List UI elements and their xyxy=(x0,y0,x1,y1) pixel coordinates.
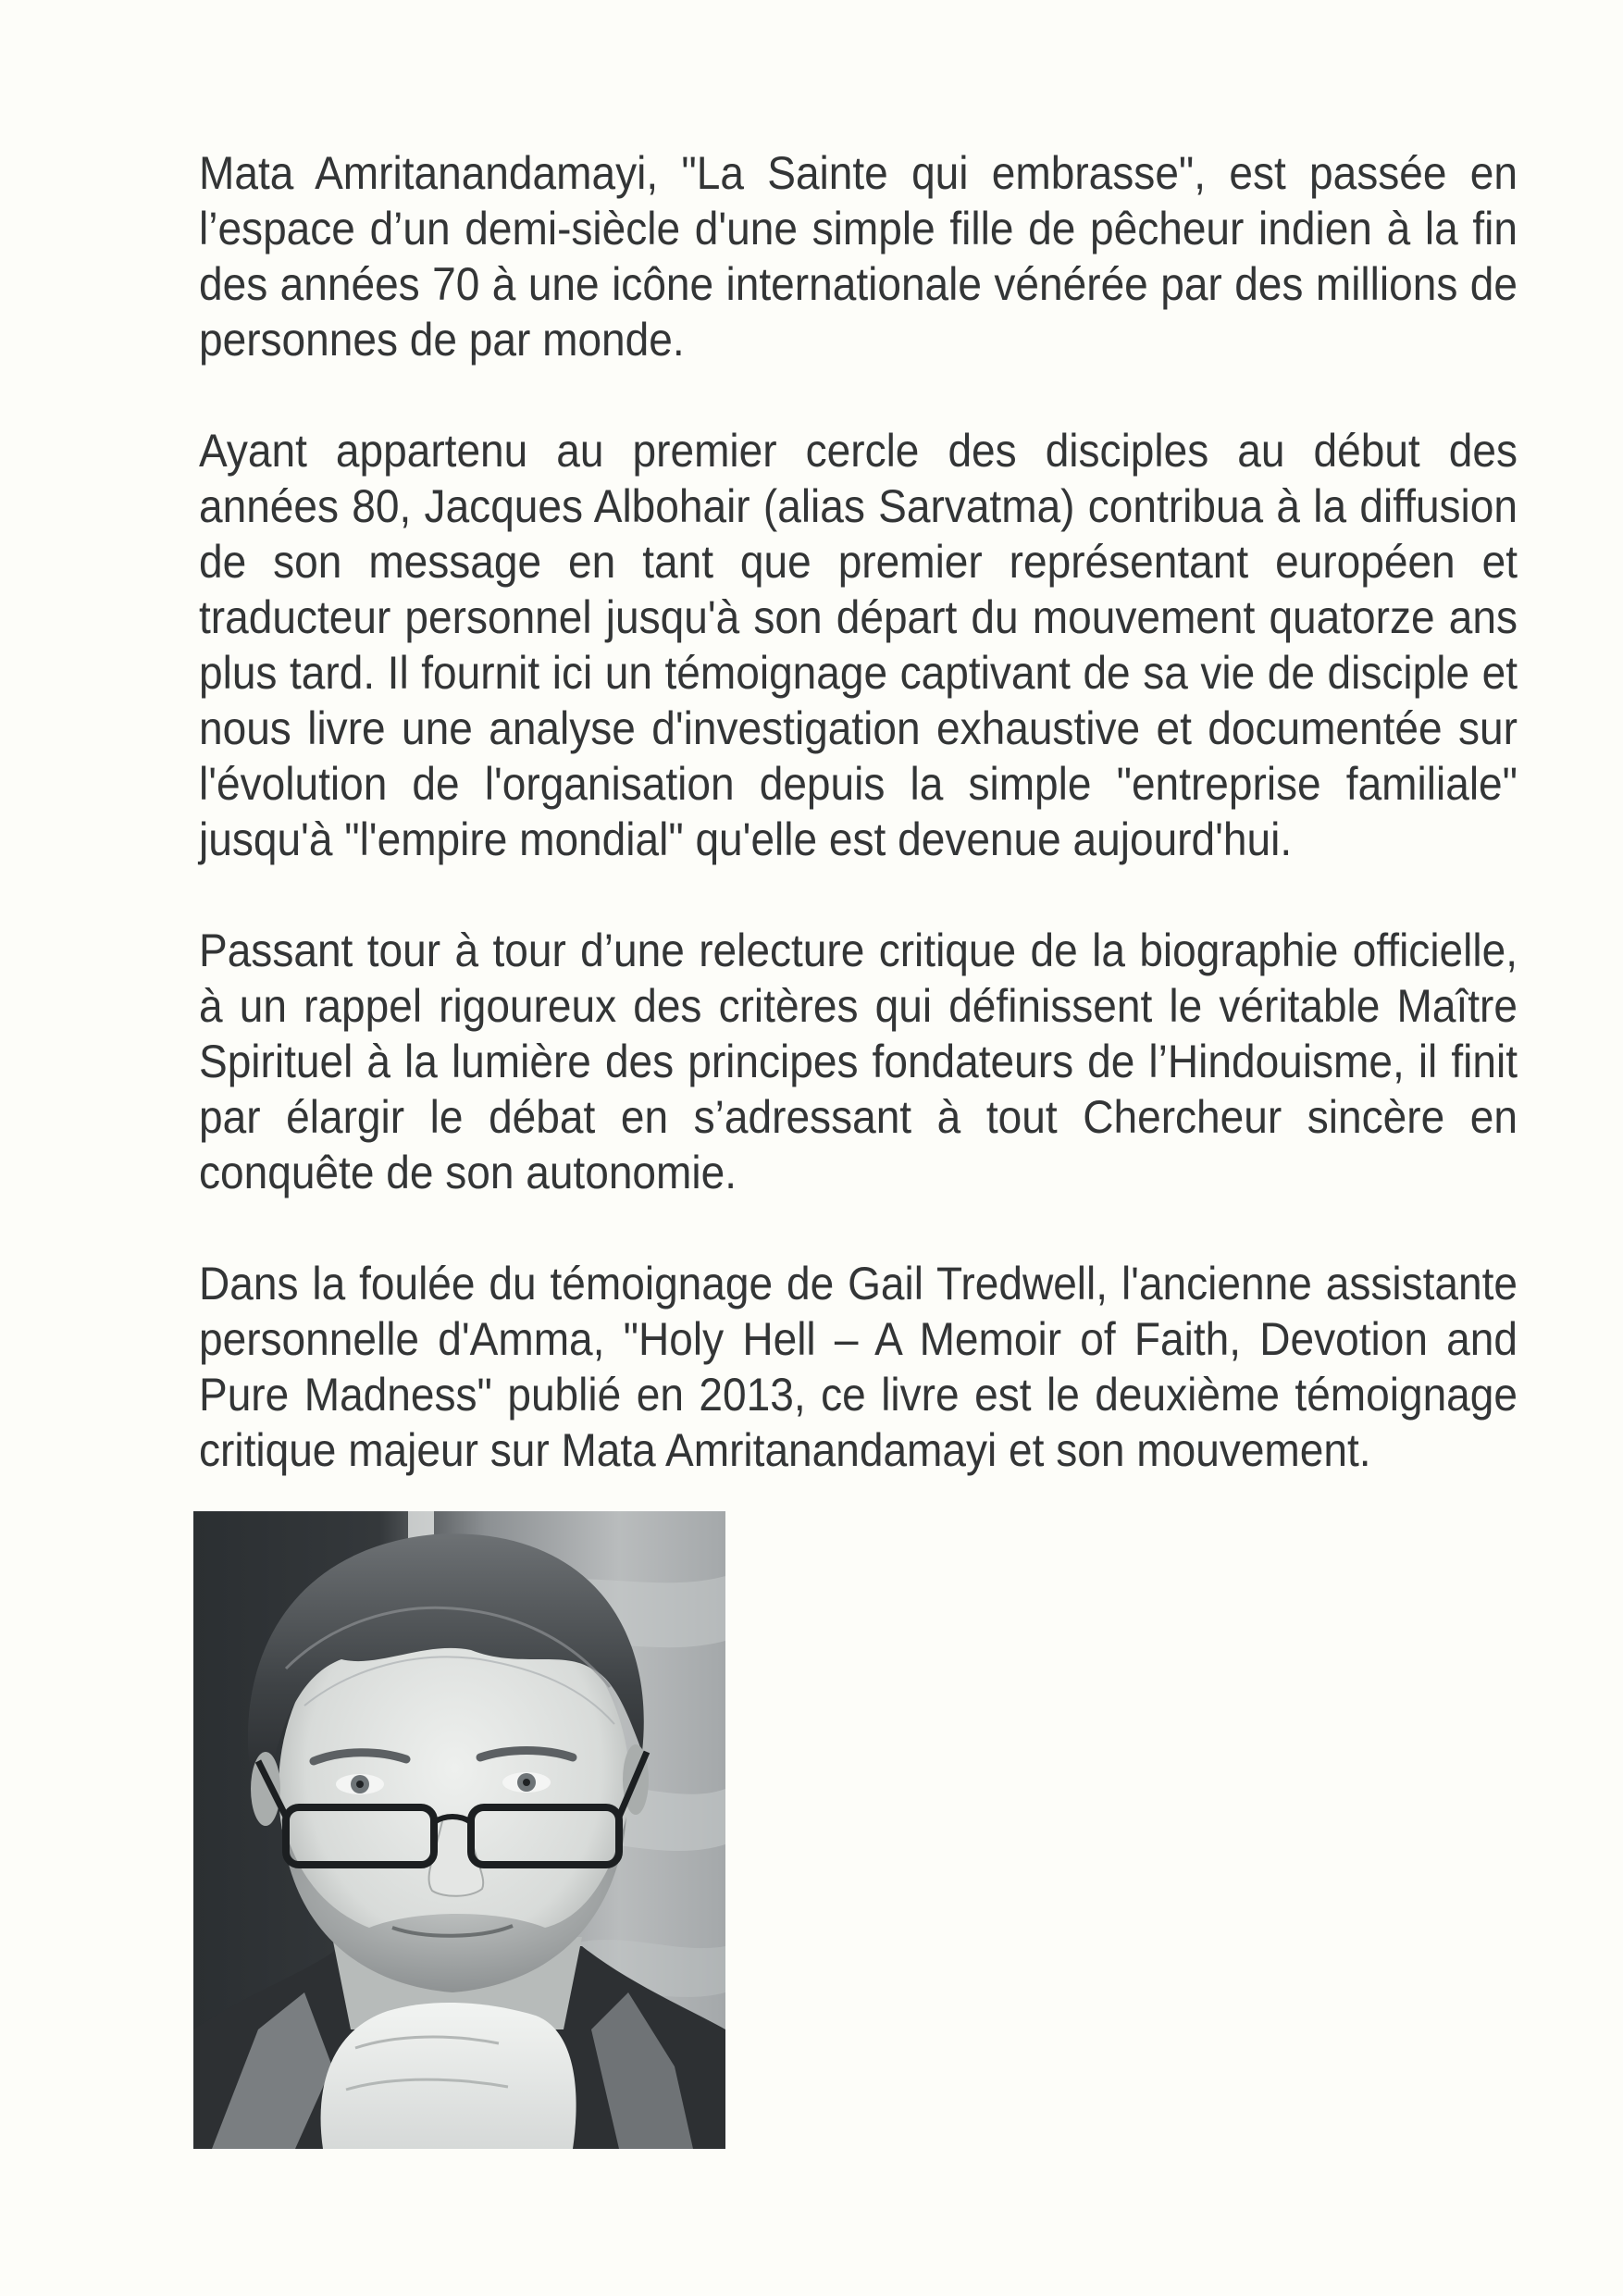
text-line: Ayant appartenu au premier cercle des disciples au début des xyxy=(199,425,1518,477)
text-line: Dans la foulée du témoignage de Gail Tredwell, l'ancienne assistante xyxy=(199,1258,1518,1309)
text-line: personnelle d'Amma, "Holy Hell – A Memoir of Faith, Devotion and xyxy=(199,1313,1518,1365)
back-cover-text xyxy=(199,145,1518,1533)
text-line: personnes de par monde. xyxy=(199,314,685,366)
text-line: Spirituel à la lumière des principes fondateurs de l’Hindouisme, il finit xyxy=(199,1036,1518,1087)
text-line: années 80, Jacques Albohair (alias Sarvatma) contribua à la diffusion xyxy=(199,480,1518,532)
text-line: nous livre une analyse d'investigation exhaustive et documentée sur xyxy=(199,702,1518,754)
paragraph-context xyxy=(199,1256,1518,1478)
author-photo xyxy=(193,1511,725,2149)
text-line: l’espace d’un demi-siècle d'une simple fille de pêcheur indien à la fin xyxy=(199,203,1518,254)
text-line: à un rappel rigoureux des critères qui définissent le véritable Maître xyxy=(199,980,1518,1032)
paragraph-author xyxy=(199,423,1518,867)
text-line: par élargir le débat en s’adressant à tout Chercheur sincère en xyxy=(199,1091,1518,1143)
text-line: critique majeur sur Mata Amritanandamayi et son mouvement. xyxy=(199,1424,1371,1476)
text-line: de son message en tant que premier représentant européen et xyxy=(199,536,1518,588)
paragraph-intro xyxy=(199,145,1518,367)
text-line: traducteur personnel jusqu'à son départ du mouvement quatorze ans xyxy=(199,591,1518,643)
text-line: jusqu'à "l'empire mondial" qu'elle est devenue aujourd'hui. xyxy=(199,813,1293,865)
text-line: Mata Amritanandamayi, "La Sainte qui embrasse", est passée en xyxy=(199,147,1518,199)
text-line: Pure Madness" publié en 2013, ce livre est le deuxième témoignage xyxy=(199,1369,1518,1421)
text-line: l'évolution de l'organisation depuis la simple "entreprise familiale" xyxy=(199,758,1518,810)
paragraph-content xyxy=(199,923,1518,1200)
author-portrait-image xyxy=(193,1511,725,2149)
text-line: plus tard. Il fournit ici un témoignage captivant de sa vie de disciple et xyxy=(199,647,1518,699)
text-line: conquête de son autonomie. xyxy=(199,1147,737,1198)
text-line: des années 70 à une icône internationale vénérée par des millions de xyxy=(199,258,1518,310)
text-line: Passant tour à tour d’une relecture critique de la biographie officielle, xyxy=(199,925,1518,976)
